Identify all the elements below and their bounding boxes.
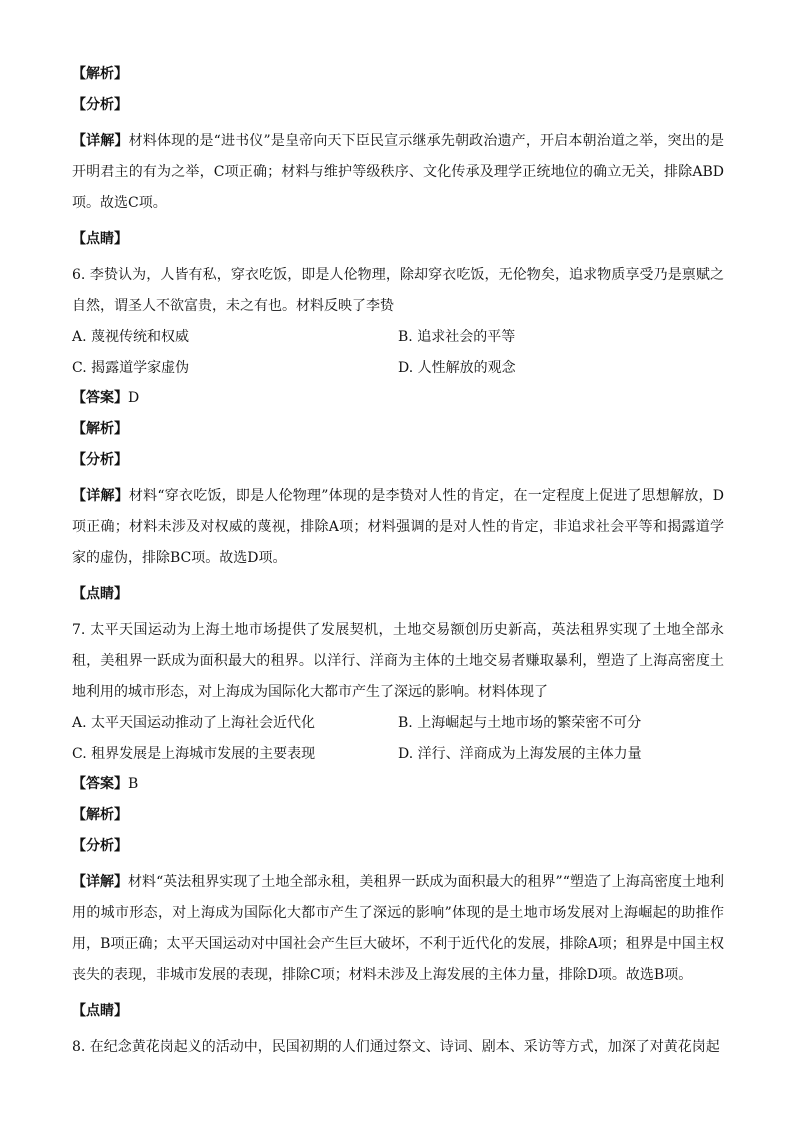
detail-text: 材料体现的是“进书仪”是皇帝向天下臣民宣示继承先朝政治遗产，开启本朝治道之举，突出的是开明君主的有为之举，C项正确；材料与维护等级秩序、文化传承及理学正统地位的确立无关，排除ABD项。故选C项。 [72, 133, 725, 211]
answer-tag: 【答案】 [72, 390, 128, 406]
analysis-sub-heading: 【分析】 [72, 838, 128, 854]
question-6-stem: 6. 李贽认为，人皆有私，穿衣吃饭，即是人伦物理，除却穿衣吃饭，无伦物矣，追求物质享受乃是禀赋之自然，谓圣人不欲富贵，未之有也。材料反映了李贽 [72, 267, 724, 314]
detail-tag: 【详解】 [72, 874, 129, 890]
analysis-sub-heading: 【分析】 [72, 452, 128, 468]
option-c: C. 租界发展是上海城市发展的主要表现 [72, 746, 316, 762]
analysis-heading: 【解析】 [72, 807, 128, 823]
detail-tag: 【详解】 [72, 488, 129, 504]
option-d: D. 洋行、洋商成为上海发展的主体力量 [398, 746, 642, 762]
detail-paragraph [72, 867, 724, 991]
answer-line [72, 774, 724, 794]
detail-text: 材料“英法租界实现了土地全部永租，美租界一跃成为面积最大的租界”“塑造了上海高密度土地利用的城市形态，对上海成为国际化大都市产生了深远的影响”体现的是土地市场发展对上海崛起的助推作用，B项正确；太平天国运动对中国社会产生巨大破坏，不利于近代化的发展，排除A项；租界是中国主权丧失的表现，非城市发展的表现，排除C项；材料未涉及上海发展的主体力量，排除D项。故选B项。 [72, 874, 724, 983]
option-a: A. 蔑视传统和权威 [72, 329, 190, 345]
question-7-options-row-1 [72, 708, 724, 739]
option-a: A. 太平天国运动推动了上海社会近代化 [72, 715, 316, 731]
highlight-heading: 【点睛】 [72, 1003, 128, 1019]
question-7-options-row-2 [72, 739, 724, 770]
analysis-sub-heading: 【分析】 [72, 97, 128, 113]
detail-tag: 【详解】 [72, 133, 129, 149]
option-b: B. 上海崛起与土地市场的繁荣密不可分 [398, 715, 642, 731]
answer-tag: 【答案】 [72, 776, 128, 792]
detail-paragraph [72, 126, 724, 219]
analysis-heading: 【解析】 [72, 421, 128, 437]
highlight-heading: 【点睛】 [72, 586, 128, 602]
detail-paragraph [72, 481, 724, 574]
detail-text: 材料“穿衣吃饭，即是人伦物理”体现的是李贽对人性的肯定，在一定程度上促进了思想解放，D项正确；材料未涉及对权威的蔑视，排除A项；材料强调的是对人性的肯定，非追求社会平等和揭露道学家的虚伪，排除BC项。故选D项。 [72, 488, 725, 566]
option-d: D. 人性解放的观念 [398, 360, 516, 376]
answer-value: D [128, 390, 140, 406]
answer-value: B [128, 776, 139, 792]
highlight-heading: 【点睛】 [72, 231, 128, 247]
analysis-heading: 【解析】 [72, 66, 128, 82]
question-8-stem: 8. 在纪念黄花岗起义的活动中，民国初期的人们通过祭文、诗词、剧本、采访等方式，加深了对黄花岗起 [72, 1039, 720, 1055]
answer-line [72, 388, 724, 408]
question-7-stem: 7. 太平天国运动为上海土地市场提供了发展契机，土地交易额创历史新高，英法租界实现了土地全部永租，美租界一跃成为面积最大的租界。以洋行、洋商为主体的土地交易者赚取暴利，塑造了上海高密度土地利用的城市形态，对上海成为国际化大都市产生了深远的影响。材料体现了 [72, 622, 724, 700]
option-b: B. 追求社会的平等 [398, 329, 516, 345]
option-c: C. 揭露道学家虚伪 [72, 360, 190, 376]
question-6-options-row-2 [72, 353, 724, 384]
question-6-options-row-1 [72, 322, 724, 353]
